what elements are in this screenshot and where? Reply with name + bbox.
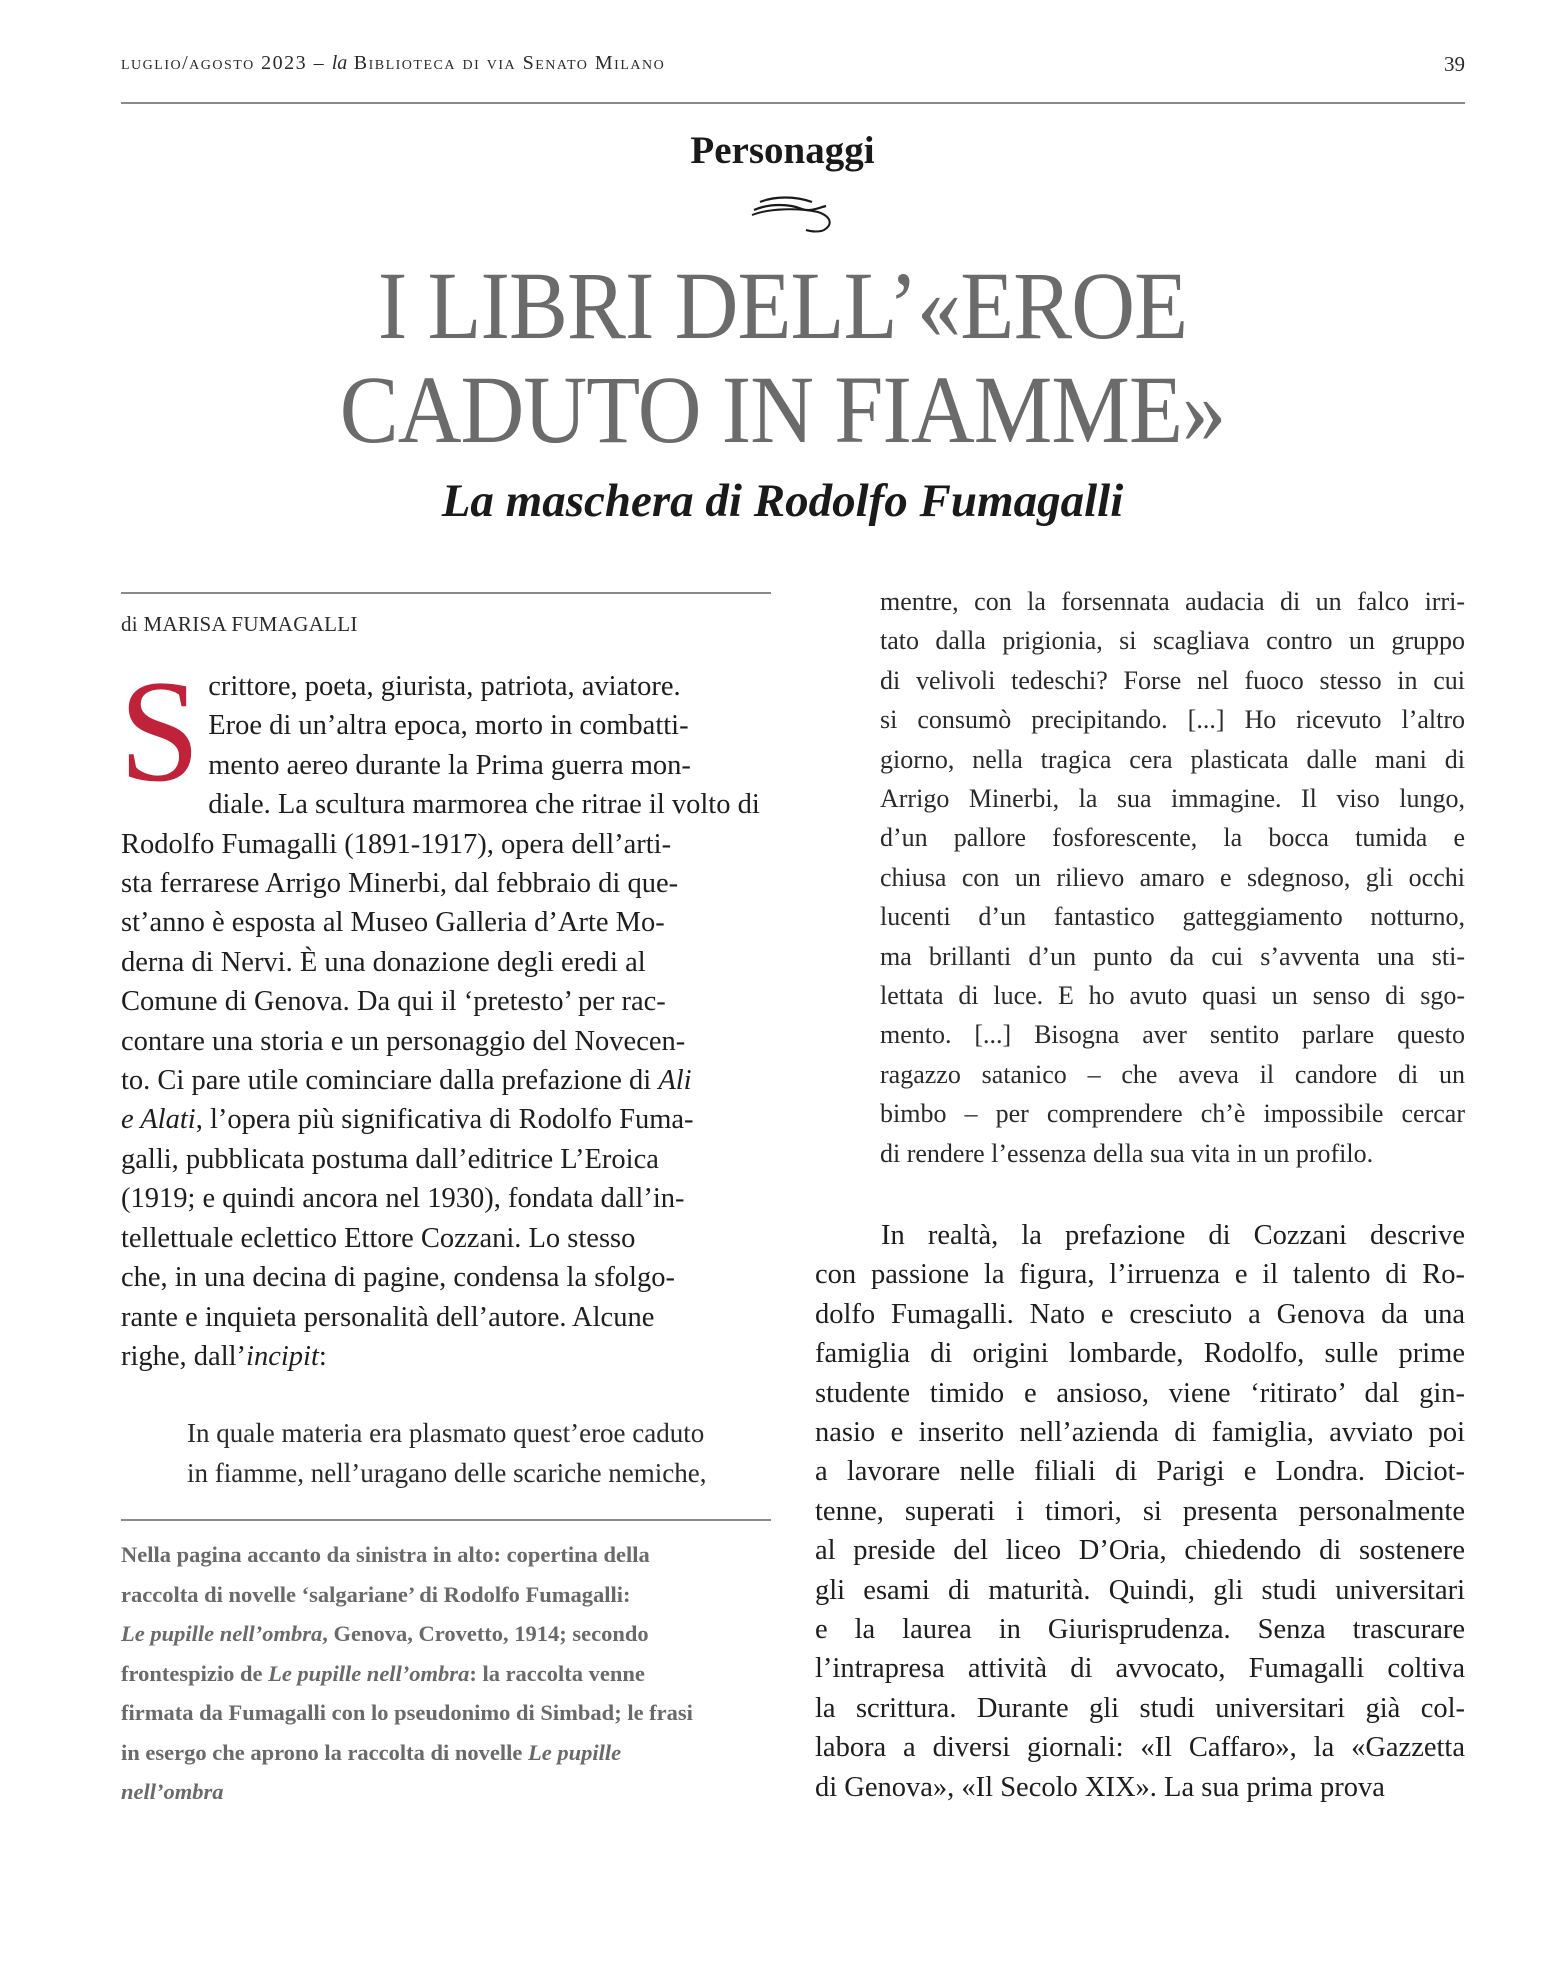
text-line: tellettuale eclettico Ettore Cozzani. Lo stesso xyxy=(121,1222,636,1254)
text-line: sta ferrarese Arrigo Minerbi, dal febbraio di que- xyxy=(121,868,679,900)
text-line: lettata di luce. E ho avuto quasi un senso di sgo- xyxy=(880,981,1465,1011)
text-line: e la laurea in Giurisprudenza. Senza trascurare xyxy=(815,1614,1465,1646)
text-line: gli esami di maturità. Quindi, gli studi universitari xyxy=(815,1574,1465,1606)
text-line: In realtà, la prefazione di Cozzani descrive xyxy=(881,1220,1465,1251)
text-line: bimbo – per comprendere ch’è impossibile cercar xyxy=(880,1099,1465,1129)
text-line: galli, pubblicata postuma dall’editrice L’Eroica xyxy=(121,1143,659,1175)
byline: di MARISA FUMAGALLI xyxy=(121,612,358,636)
quote-line: In quale materia era plasmato quest’eroe caduto xyxy=(187,1418,705,1449)
text-line: al preside del liceo D’Oria, chiedendo di sostenere xyxy=(815,1535,1465,1567)
caption-book-title: Le pupille nell’ombra xyxy=(121,1621,323,1647)
text-line: tenne, superati i timori, si presenta personalmente xyxy=(815,1495,1465,1527)
byline-rule xyxy=(121,592,771,594)
running-head-date: luglio/agosto 2023 – xyxy=(121,52,332,74)
text-line: : xyxy=(318,1340,327,1372)
text-line: ma brillanti d’un punto da cui s’avventa una sti- xyxy=(880,941,1465,971)
right-column-quote xyxy=(880,582,1465,1173)
flourish-ornament-icon xyxy=(750,190,835,235)
text-line: st’anno è esposta al Museo Galleria d’Arte Mo- xyxy=(121,907,665,939)
caption-line: Nella pagina accanto da sinistra in alto: copertina della xyxy=(121,1542,650,1568)
article-body-left xyxy=(119,650,771,1493)
text-line: tato dalla prigionia, si scagliava contro un gruppo xyxy=(880,626,1465,656)
page-number: 39 xyxy=(1444,52,1465,76)
running-head-publication: Biblioteca di via Senato Milano xyxy=(347,52,666,74)
book-title-italic: Ali xyxy=(658,1065,692,1097)
text-line: rante e inquieta personalità dell’autore. Alcune xyxy=(121,1301,655,1333)
text-line: dolfo Fumagalli. Nato e cresciuto a Genova da una xyxy=(815,1298,1465,1330)
text-line: di Genova», «Il Secolo XIX». La sua prima prova xyxy=(815,1771,1385,1803)
caption-line: raccolta di novelle ‘salgariane’ di Rodolfo Fumagalli: xyxy=(121,1581,631,1607)
text-line: Rodolfo Fumagalli (1891-1917), opera dell’arti- xyxy=(121,828,672,860)
text-line: mentre, con la forsennata audacia di un falco irri- xyxy=(880,587,1465,616)
caption-book-title: Le pupille xyxy=(528,1739,622,1765)
caption-book-title: Le pupille nell’ombra xyxy=(268,1660,470,1686)
text-line: d’un pallore fosforescente, la bocca tumida e xyxy=(880,823,1465,853)
block-quote xyxy=(121,1414,771,1493)
text-line: ragazzo satanico – che aveva il candore di un xyxy=(880,1059,1465,1089)
text-line: famiglia di origini lombarde, Rodolfo, sulle prime xyxy=(815,1338,1465,1370)
text-line: mento aereo durante la Prima guerra mon- xyxy=(208,749,691,781)
text-line: diale. La scultura marmorea che ritrae il volto di xyxy=(208,789,760,821)
text-line: chiusa con un rilievo amaro e sdegnoso, gli occhi xyxy=(880,862,1465,892)
caption-line: frontespizio de xyxy=(121,1660,269,1686)
image-caption xyxy=(121,1535,771,1812)
text-line: , l’opera più significativa di Rodolfo Fuma- xyxy=(195,1104,694,1136)
text-line: studente timido e ansioso, viene ‘ritirato’ dal gin- xyxy=(815,1377,1465,1409)
text-line: giorno, nella tragica cera plasticata dalle mani di xyxy=(880,744,1465,774)
drop-cap: S xyxy=(119,650,201,812)
article-title-line-2: CADUTO IN FIAMME» xyxy=(339,356,1226,463)
caption-line: , Genova, Crovetto, 1914; secondo xyxy=(322,1621,649,1647)
text-line: contare una storia e un personaggio del Novecen- xyxy=(121,1025,686,1057)
incipit-italic: incipit xyxy=(246,1340,319,1372)
text-line: l’intrapresa attività di avvocato, Fumagalli coltiva xyxy=(815,1653,1465,1685)
text-line: con passione la figura, l’irruenza e il talento di Ro- xyxy=(815,1259,1465,1291)
text-line: labora a diversi giornali: «Il Caffaro», la «Gazzetta xyxy=(815,1732,1465,1764)
text-line: (1919; e quindi ancora nel 1930), fondata dall’in- xyxy=(121,1183,685,1215)
caption-line: : la raccolta venne xyxy=(469,1660,645,1686)
running-head xyxy=(121,50,1465,104)
text-line: to. Ci pare utile cominciare dalla prefazione di xyxy=(121,1065,659,1097)
text-line: Arrigo Minerbi, la sua immagine. Il viso lungo, xyxy=(880,784,1465,814)
quote-line: in fiamme, nell’uragano delle scariche nemiche, xyxy=(187,1457,707,1488)
text-line: Eroe di un’altra epoca, morto in combatti- xyxy=(208,710,689,742)
text-line: di rendere l’essenza della sua vita in un profilo. xyxy=(880,1138,1374,1168)
left-column xyxy=(121,592,771,1812)
running-head-title xyxy=(121,52,665,75)
text-line: Comune di Genova. Da qui il ‘pretesto’ per rac- xyxy=(121,986,666,1018)
article-subtitle: La maschera di Rodolfo Fumagalli xyxy=(441,475,1124,527)
article-body-right xyxy=(815,1216,1465,1807)
text-line: lucenti d’un fantastico gatteggiamento notturno, xyxy=(880,902,1465,932)
caption-rule xyxy=(121,1519,771,1521)
caption-book-title: nell’ombra xyxy=(121,1779,224,1805)
block-quote-continued xyxy=(880,582,1465,1173)
article-title-line-1: I LIBRI DELL’«EROE xyxy=(377,252,1188,359)
text-line: derna di Nervi. È una donazione degli eredi al xyxy=(121,946,646,978)
text-line: nasio e inserito nell’azienda di famiglia, avviato poi xyxy=(815,1417,1465,1449)
book-title-italic: e Alati xyxy=(121,1104,196,1136)
text-line: a lavorare nelle filiali di Parigi e Londra. Diciot- xyxy=(815,1456,1465,1488)
text-line: mento. [...] Bisogna aver sentito parlare questo xyxy=(880,1020,1465,1050)
caption-line: firmata da Fumagalli con lo pseudonimo di Simbad; le frasi xyxy=(121,1700,693,1726)
text-line: di velivoli tedeschi? Forse nel fuoco stesso in cui xyxy=(880,665,1465,695)
section-label: Personaggi xyxy=(690,129,875,172)
text-line: si consumò precipitando. [...] Ho ricevuto l’altro xyxy=(880,705,1465,735)
text-line: righe, dall’ xyxy=(121,1340,247,1372)
lead-paragraph xyxy=(119,650,771,1376)
text-line: che, in una decina di pagine, condensa la sfolgo- xyxy=(121,1262,675,1294)
text-line: crittore, poeta, giurista, patriota, aviatore. xyxy=(208,671,681,702)
caption-line: in esergo che aprono la raccolta di novelle xyxy=(121,1739,529,1765)
running-head-italic: la xyxy=(331,52,348,74)
text-line: la scrittura. Durante gli studi universitari già col- xyxy=(815,1692,1465,1724)
